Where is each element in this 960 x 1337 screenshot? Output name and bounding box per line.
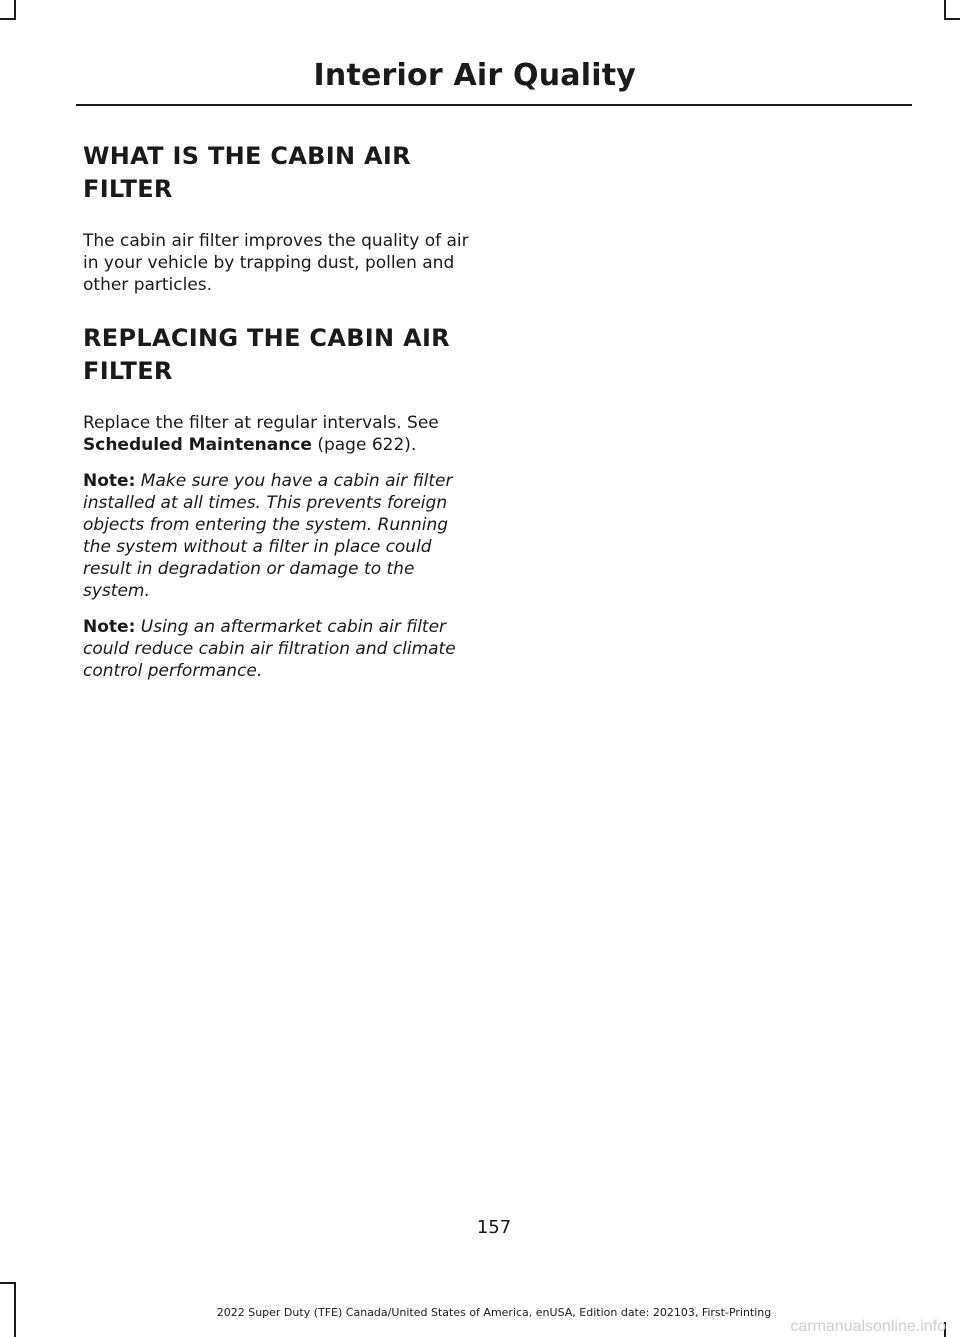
note-2 — [83, 616, 478, 682]
replace-text: Replace the filter at regular intervals. See — [83, 413, 439, 433]
note-label: Note: — [83, 471, 136, 491]
header-rule — [76, 104, 912, 106]
note-1 — [83, 470, 478, 602]
section-heading-replacing: REPLACING THE CABIN AIR FILTER — [83, 324, 450, 385]
edition-footer: 2022 Super Duty (TFE) Canada/United States of America, enUSA, Edition date: 202103, First-Printing — [216, 1306, 772, 1319]
page-header-title: Interior Air Quality — [313, 58, 636, 93]
note-text: Using an aftermarket cabin air filter could reduce cabin air filtration and climate control performance. — [83, 617, 456, 681]
watermark-text: carmanualsonline.info — [790, 1318, 946, 1335]
crop-mark-bottom-left-horizontal — [0, 1282, 16, 1284]
crop-mark-top-left-vertical — [14, 0, 16, 20]
section-heading-what-is: WHAT IS THE CABIN AIR FILTER — [83, 142, 411, 203]
note-label: Note: — [83, 617, 136, 637]
page-number: 157 — [476, 1217, 512, 1238]
page-reference: (page 622). — [311, 435, 417, 455]
main-content — [83, 140, 478, 696]
section-body-replacing — [83, 412, 478, 456]
crop-mark-top-right-horizontal — [944, 18, 960, 20]
crop-mark-top-right-vertical — [944, 0, 946, 20]
section-body-what-is: The cabin air filter improves the quality of air in your vehicle by trapping dust, pollen and other particles. — [83, 231, 469, 295]
note-text: Make sure you have a cabin air filter installed at all times. This prevents foreign objects from entering the system. Running the system without a filter in place could result in degradation or damage to the system. — [83, 471, 453, 601]
crop-mark-top-left-horizontal — [0, 18, 16, 20]
scheduled-maintenance-link[interactable]: Scheduled Maintenance — [83, 435, 312, 455]
